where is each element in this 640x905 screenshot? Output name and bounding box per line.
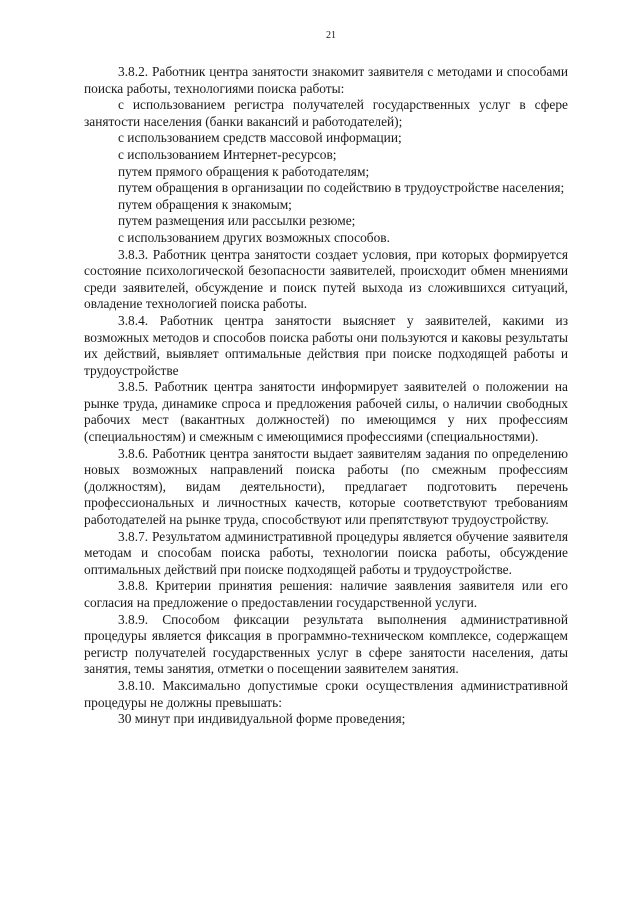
paragraph-3-8-8: 3.8.8. Критерии принятия решения: наличие заявления заявителя или его согласия на предложение о предоставлении государственной услуги.: [84, 578, 568, 610]
paragraph-3-8-4: 3.8.4. Работник центра занятости выясняет у заявителей, какими из возможных методов и способов поиска работы они пользуются и каковы результаты их действий, выявляет оптимальные действия при поиске подходящей работы и трудоустройстве: [84, 312, 568, 378]
page-number: 21: [326, 30, 336, 41]
list-item-organizations: путем обращения в организации по содействию в трудоустройстве населения;: [118, 180, 565, 196]
list-item-other-methods: с использованием других возможных способов.: [118, 229, 390, 245]
list-item-mass-media: с использованием средств массовой информации;: [118, 130, 402, 146]
list-item-acquaintances: путем обращения к знакомым;: [118, 196, 292, 212]
paragraph-3-8-6: 3.8.6. Работник центра занятости выдает заявителям задания по определению новых возможных направлений поиска работы (по смежным профессиям (должностям), видам деятельности), предлагает подготовить перечень профессиональных и личностных качеств, которые соответствуют требованиям работодателей на рынке труда, способствуют или препятствуют трудоустройству.: [84, 445, 568, 528]
paragraph-3-8-5: 3.8.5. Работник центра занятости информирует заявителей о положении на рынке труда, динамике спроса и предложения рабочей силы, о наличии свободных рабочих мест (вакантных должностей) по имеющимся у них профессиям (специальностям) и смежным с имеющимися профессиями (специальностями).: [84, 379, 568, 445]
list-item-registry: с использованием регистра получателей государственных услуг в сфере занятости населения (банки вакансий и работодателей);: [84, 97, 568, 129]
list-item-employers: путем прямого обращения к работодателям;: [118, 163, 370, 179]
paragraph-3-8-10: 3.8.10. Максимально допустимые сроки осуществления административной процедуры не должны превышать:: [84, 677, 568, 710]
paragraph-3-8-7: 3.8.7. Результатом административной процедуры является обучение заявителя методам и способам поиска работы, технологии поиска работы, обсуждение оптимальных действий при поиске подходящей работы и трудоустройстве.: [84, 528, 568, 577]
list-item-30-minutes: 30 минут при индивидуальной форме проведения;: [118, 711, 406, 727]
document-page: [84, 30, 568, 728]
list-item-resume: путем размещения или рассылки резюме;: [118, 213, 356, 229]
paragraph-3-8-9: 3.8.9. Способом фиксации результата выполнения административной процедуры является фиксация в программно-техническом комплексе, содержащем регистр получателей государственных услуг в сфере занятости населения, даты занятия, темы занятия, отметки о посещении заявителем занятия.: [84, 611, 568, 677]
list-item-internet: с использованием Интернет-ресурсов;: [118, 146, 337, 162]
paragraph-3-8-3: 3.8.3. Работник центра занятости создает условия, при которых формируется состояние психологической безопасности заявителей, происходит обмен мнениями среди заявителей, обсуждение и поиск путей выхода из сложившихся ситуаций, овладение технологией поиска работы.: [84, 246, 568, 312]
paragraph-3-8-2: 3.8.2. Работник центра занятости знакомит заявителя с методами и способами поиска работы, технологиями поиска работы:: [84, 64, 568, 96]
